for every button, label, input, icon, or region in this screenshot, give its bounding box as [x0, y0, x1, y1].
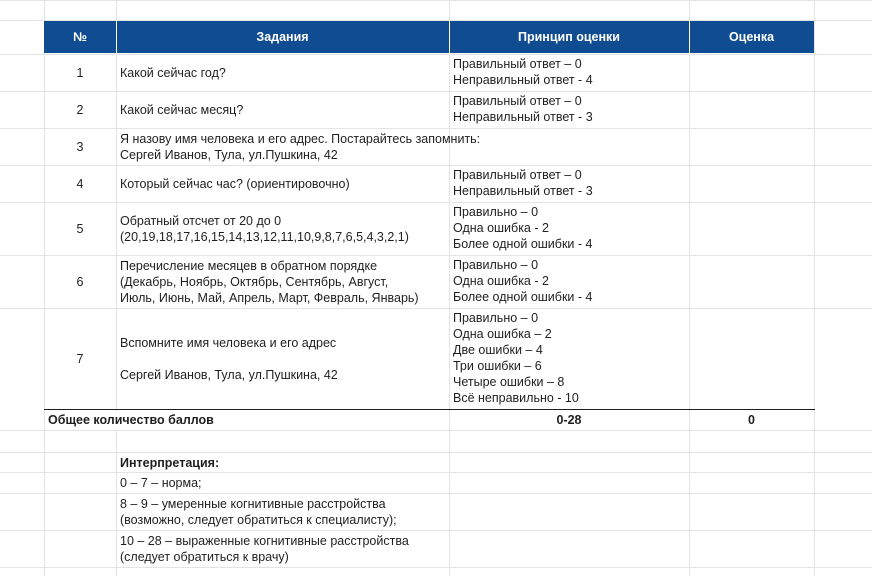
criteria-line: Четыре ошибки – 8 [453, 375, 565, 389]
score-cell[interactable] [689, 92, 814, 128]
interpretation-text: 10 – 28 – выраженные когнитивные расстройства [120, 534, 409, 548]
score-cell[interactable] [689, 129, 814, 165]
interpretation-text: (следует обратиться к врачу) [120, 550, 289, 564]
criteria-line: Правильно – 0 [453, 205, 539, 219]
header-task: Задания [116, 21, 449, 53]
task-text: Июль, Июнь, Май, Апрель, Март, Февраль, Январь) [120, 291, 419, 305]
task-text: (20,19,18,17,16,15,14,13,12,11,10,9,8,7,6,5,4,3,2,1) [120, 230, 409, 244]
criteria-line: Одна ошибка - 2 [453, 221, 549, 235]
criteria-line: Неправильный ответ - 3 [453, 110, 593, 124]
criteria-line: Неправильный ответ - 4 [453, 73, 593, 87]
task-text: (Декабрь, Ноябрь, Октябрь, Сентябрь, Август, [120, 275, 389, 289]
task-text: Вспомните имя человека и его адрес [120, 336, 337, 350]
criteria-line: Всё неправильно - 10 [453, 391, 579, 405]
task-text [120, 351, 449, 367]
task-text: Перечисление месяцев в обратном порядке [120, 259, 378, 273]
criteria-line: Три ошибки – 6 [453, 359, 542, 373]
total-score[interactable]: 0 [748, 413, 755, 427]
score-cell[interactable] [689, 55, 814, 91]
row-number[interactable]: 6 [76, 275, 84, 289]
criteria-line: Правильно – 0 [453, 311, 539, 325]
criteria-line: Одна ошибка – 2 [453, 327, 552, 341]
row-number[interactable]: 1 [76, 66, 84, 80]
criteria-cell[interactable] [449, 309, 689, 409]
score-cell[interactable] [689, 256, 814, 308]
criteria-cell[interactable] [449, 256, 689, 308]
task-text: Какой сейчас месяц? [120, 103, 244, 117]
total-label[interactable]: Общее количество баллов [48, 411, 448, 430]
task-cell[interactable] [116, 203, 449, 255]
score-cell[interactable] [689, 203, 814, 255]
interpretation-title[interactable]: Интерпретация: [120, 456, 220, 470]
task-cell[interactable] [116, 309, 449, 409]
criteria-line: Более одной ошибки - 4 [453, 237, 593, 251]
task-cell[interactable] [116, 92, 449, 128]
criteria-cell[interactable] [449, 203, 689, 255]
criteria-cell[interactable] [449, 92, 689, 128]
task-cell[interactable] [116, 55, 449, 91]
criteria-line: Правильный ответ – 0 [453, 57, 582, 71]
task-cell[interactable] [116, 166, 449, 202]
task-text: Сергей Иванов, Тула, ул.Пушкина, 42 [120, 368, 338, 382]
header-score: Оценка [689, 21, 814, 53]
header-principle: Принцип оценки [449, 21, 689, 53]
score-cell[interactable] [689, 309, 814, 409]
interpretation-line[interactable] [120, 533, 449, 567]
criteria-line: Более одной ошибки - 4 [453, 290, 593, 304]
interpretation-text: (возможно, следует обратиться к специалисту); [120, 513, 397, 527]
row-number[interactable]: 2 [76, 103, 84, 117]
criteria-line: Две ошибки – 4 [453, 343, 543, 357]
row-number[interactable]: 4 [76, 177, 84, 191]
score-cell[interactable] [689, 166, 814, 202]
criteria-line: Неправильный ответ - 3 [453, 184, 593, 198]
header-number: № [44, 21, 116, 53]
criteria-line: Одна ошибка - 2 [453, 274, 549, 288]
task-cell[interactable] [116, 129, 689, 165]
criteria-line: Правильный ответ – 0 [453, 168, 582, 182]
task-text: Я назову имя человека и его адрес. Постарайтесь запомнить: [120, 132, 481, 146]
criteria-cell[interactable] [449, 55, 689, 91]
total-divider [44, 409, 815, 410]
task-cell[interactable] [116, 256, 449, 308]
criteria-line: Правильный ответ – 0 [453, 94, 582, 108]
row-number[interactable]: 5 [76, 222, 84, 236]
total-range[interactable]: 0-28 [556, 413, 582, 427]
task-text: Какой сейчас год? [120, 66, 226, 80]
row-number[interactable]: 7 [76, 352, 84, 366]
task-text: Сергей Иванов, Тула, ул.Пушкина, 42 [120, 148, 338, 162]
task-text: Обратный отсчет от 20 до 0 [120, 214, 282, 228]
task-text: Который сейчас час? (ориентировочно) [120, 177, 350, 191]
interpretation-text: 8 – 9 – умеренные когнитивные расстройства [120, 497, 386, 511]
interpretation-line[interactable] [120, 496, 449, 530]
criteria-line: Правильно – 0 [453, 258, 539, 272]
interpretation-line[interactable] [120, 474, 449, 493]
row-number[interactable]: 3 [76, 140, 84, 154]
interpretation-text: 0 – 7 – норма; [120, 476, 202, 490]
criteria-cell[interactable] [449, 166, 689, 202]
